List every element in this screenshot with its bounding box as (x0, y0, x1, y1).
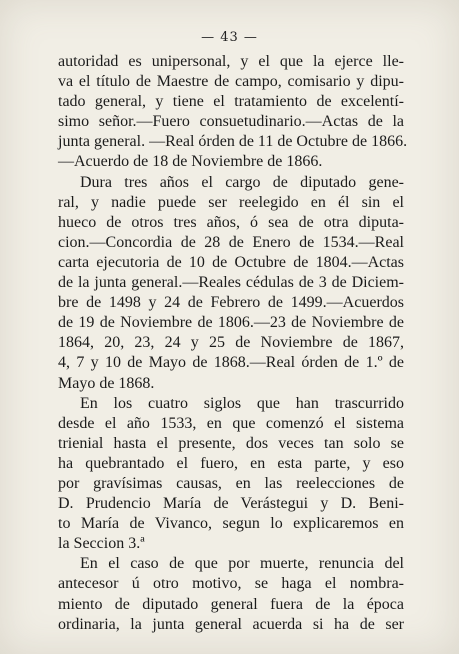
text-line: ha quebrantado el fuero, en esta parte, y eso (58, 454, 404, 472)
body-text (58, 52, 408, 635)
text-line: D. Prudencio María de Verástegui y D. Beni- (58, 495, 404, 513)
text-line: trienial hasta el presente, dos veces tan solo se (58, 434, 404, 452)
text-line: autoridad es unipersonal, y el que la ejerce lle- (58, 53, 404, 70)
text-line: ral, y nadie puede ser reelegido en él sin el (58, 193, 404, 211)
page-number: — 43 — (201, 30, 258, 45)
text-line: bre de 1498 y 24 de Febrero de 1499.—Acuerdos (58, 294, 404, 312)
text-line: Dura tres años el cargo de diputado gene- (80, 173, 404, 191)
text-line: En los cuatro siglos que han trascurrido (80, 394, 404, 412)
text-line: miento de diputado general fuera de la época (58, 595, 404, 613)
text-line: 1864, 20, 23, 24 y 25 de Noviembre de 1867, (58, 334, 404, 352)
text-line: to María de Vivanco, segun lo explicaremos en (58, 515, 404, 533)
text-line: En el caso de que por muerte, renuncia del (80, 555, 404, 573)
text-line: ordinaria, la junta general acuerda si ha de ser (58, 615, 404, 633)
text-line: junta general. —Real órden de 11 de Octubre de 1866. (58, 133, 408, 151)
text-line: tado general, y tiene el tratamiento de excelentí- (58, 93, 404, 111)
text-line: de 19 de Noviembre de 1806.—23 de Noviembre de (58, 314, 404, 332)
text-line: simo señor.—Fuero consuetudinario.—Actas de la (58, 113, 404, 131)
text-line: la Seccion 3.ª (58, 535, 145, 553)
text-line: de la junta general.—Reales cédulas de 3 de Diciem- (58, 274, 404, 292)
text-line: —Acuerdo de 18 de Noviembre de 1866. (58, 153, 323, 171)
text-line: antecesor ú otro motivo, se haga el nombra- (58, 575, 404, 593)
text-line: carta ejecutoria de 10 de Octubre de 1804.—Actas (58, 253, 404, 271)
text-line: por gravísimas causas, en las reelecciones de (58, 474, 404, 492)
text-line: hueco de otros tres años, ó sea de otra diputa- (58, 213, 404, 231)
text-line: cion.—Concordia de 28 de Enero de 1534.—Real (58, 233, 404, 251)
text-line: 4, 7 y 10 de Mayo de 1868.—Real órden de 1.º de (58, 354, 404, 372)
text-line: va el título de Maestre de campo, comisario y dipu- (58, 73, 404, 91)
text-line: desde el año 1533, en que comenzó el sistema (58, 414, 404, 432)
text-line: Mayo de 1868. (58, 374, 155, 392)
